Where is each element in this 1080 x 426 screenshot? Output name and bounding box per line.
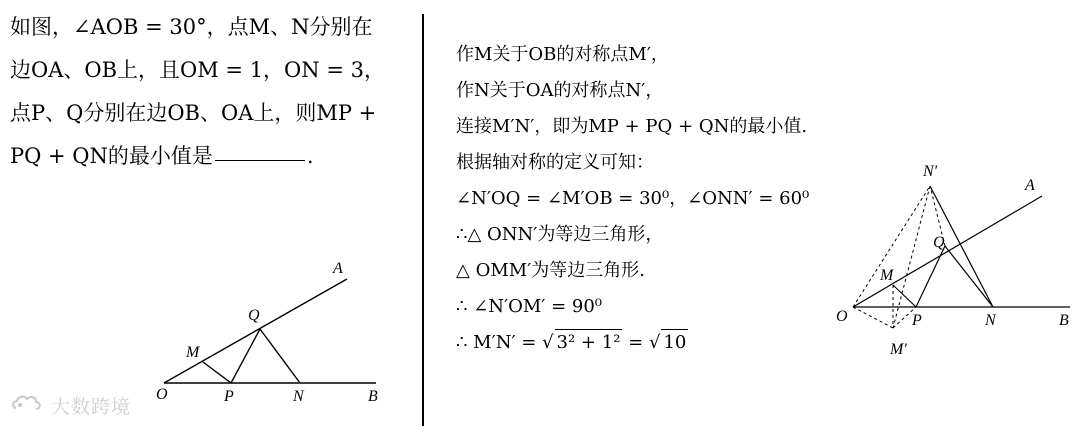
cloud-logo-icon (10, 392, 44, 419)
label-M: M (186, 344, 200, 361)
question-line-4 (10, 135, 410, 178)
question-line-2: 边OA、OB上，且OM = 1，ON = 3， (10, 58, 385, 82)
question-line-3: 点P、Q分别在边OB、OA上，则MP + (10, 101, 377, 125)
solution-line-5: ∠N′OQ = ∠M′OB = 30⁰，∠ONN′ = 60⁰ (456, 188, 810, 209)
solution-line-9 (456, 325, 846, 361)
segment-QN (945, 246, 993, 307)
question-text (10, 6, 410, 178)
label-B: B (1059, 312, 1069, 329)
segment-PQ (916, 246, 945, 307)
label-P: P (912, 312, 922, 329)
segment-MP (203, 362, 231, 383)
figure-1 (150, 255, 390, 415)
solution-line-3: 连接M′N′，即为MP + PQ + QN的最小值. (456, 116, 808, 137)
answer-blank (215, 159, 305, 161)
label-O: O (156, 386, 168, 403)
sqrt-sign-2: √ (648, 332, 661, 353)
label-P: P (224, 388, 234, 405)
question-line-4-text: PQ + QN的最小值是 (10, 144, 213, 168)
ray-OA (853, 196, 1042, 307)
dashed-O-Nprime (853, 186, 930, 307)
label-O: O (836, 308, 848, 325)
sqrt-sign-1: √ (542, 332, 554, 353)
solution-line-9-text: ∴ M′N′ = (456, 332, 543, 353)
solution-line-8: ∴ ∠N′OM′ = 90⁰ (456, 296, 603, 317)
label-N: N (293, 388, 304, 405)
label-Nprime: N′ (923, 163, 938, 180)
question-line-1: 如图，∠AOB = 30°，点M、N分别在 (10, 15, 373, 39)
solution-line-7: △ OMM′为等边三角形. (456, 260, 645, 281)
ray-OA (164, 279, 347, 383)
label-M: M (880, 267, 894, 284)
watermark (10, 392, 131, 419)
solution-equals: = (622, 332, 649, 353)
label-Q: Q (248, 307, 260, 324)
question-line-4-end: . (306, 144, 314, 168)
label-N: N (985, 312, 996, 329)
solution-text (456, 37, 846, 361)
label-B: B (368, 388, 378, 405)
label-Q: Q (933, 234, 945, 251)
sqrt-radicand-1: 3² + 1² (555, 329, 623, 356)
dashed-O-Mprime (853, 307, 893, 328)
label-A: A (333, 260, 343, 277)
solution-line-2: 作N关于OA的对称点N′， (456, 80, 664, 101)
sqrt-radicand-2: 10 (661, 329, 688, 356)
figure-2 (830, 160, 1080, 360)
segment-QN (260, 329, 300, 383)
solution-line-6: ∴△ ONN′为等边三角形， (456, 224, 664, 245)
label-A: A (1025, 177, 1035, 194)
column-divider (422, 14, 424, 426)
watermark-text: 大数跨境 (51, 396, 132, 418)
label-Mprime: M′ (890, 341, 907, 358)
segment-MP (893, 285, 916, 307)
solution-line-4: 根据轴对称的定义可知： (456, 152, 654, 173)
solution-line-1: 作M关于OB的对称点M′， (456, 44, 669, 65)
